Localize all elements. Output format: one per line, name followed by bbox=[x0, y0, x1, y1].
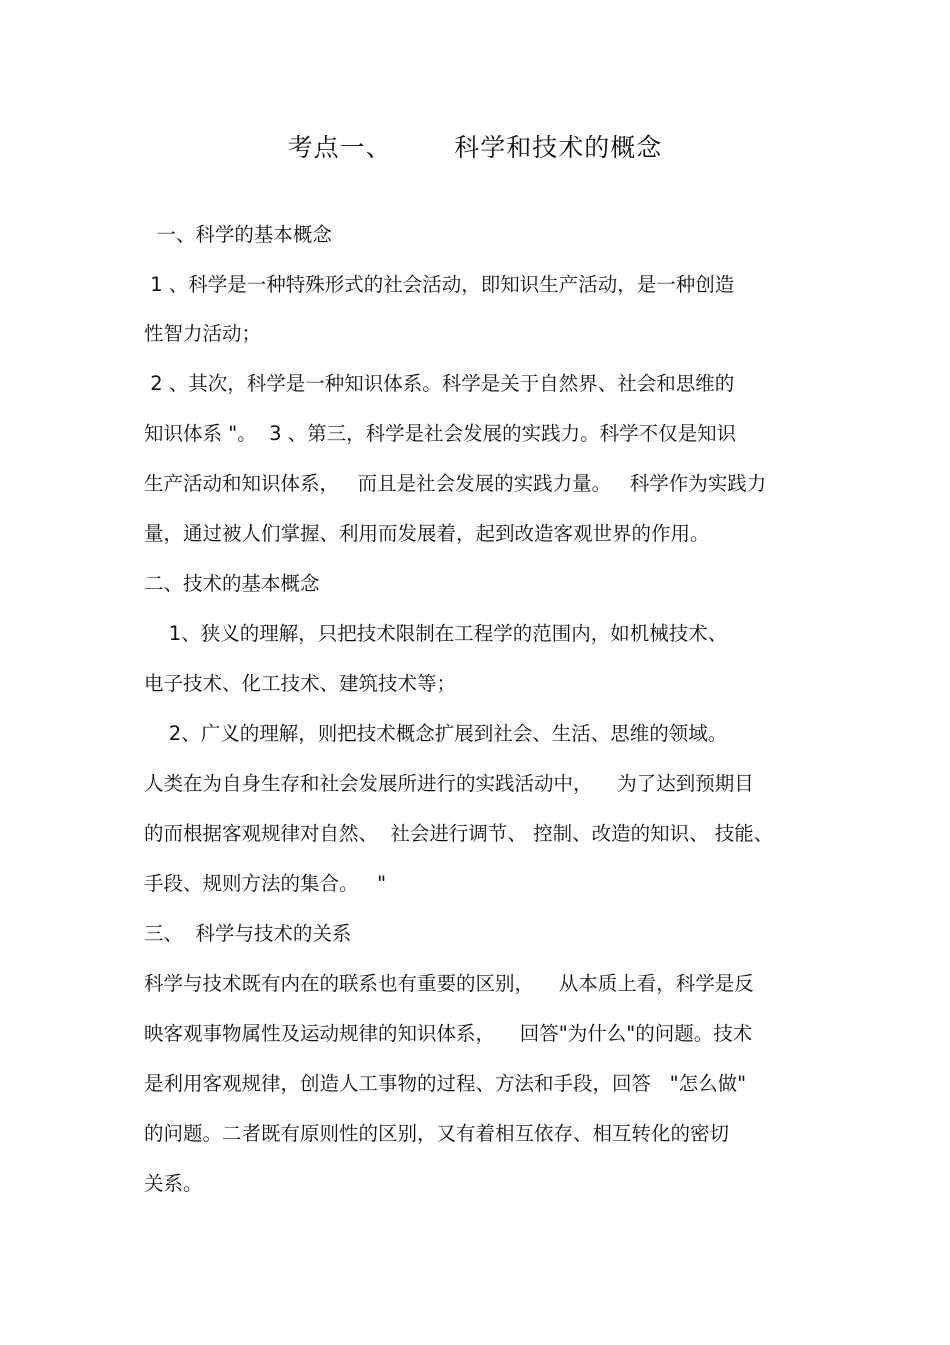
paragraph-line: 科学与技术既有内在的联系也有重要的区别， 从本质上看，科学是反 bbox=[144, 972, 754, 995]
section-heading-technology: 二、技术的基本概念 bbox=[144, 572, 320, 595]
paragraph-line: 的而根据客观规律对自然、 社会进行调节、 控制、改造的知识、 技能、 bbox=[144, 822, 774, 845]
paragraph-line: 2、广义的理解，则把技术概念扩展到社会、生活、思维的领域。 bbox=[144, 722, 728, 745]
paragraph-line: 量，通过被人们掌握、利用而发展着，起到改造客观世界的作用。 bbox=[144, 522, 710, 545]
paragraph-line: 电子技术、化工技术、建筑技术等； bbox=[144, 672, 457, 695]
paragraph-line: 性智力活动； bbox=[144, 322, 262, 345]
paragraph-line: 是利用客观规律，创造人工事物的过程、方法和手段，回答 "怎么做" bbox=[144, 1072, 747, 1095]
paragraph-line: 1 、科学是一种特殊形式的社会活动，即知识生产活动，是一种创造 bbox=[144, 273, 735, 296]
paragraph-line: 生产活动和知识体系， 而且是社会发展的实践力量。 科学作为实践力 bbox=[144, 472, 767, 495]
paragraph-line: 映客观事物属性及运动规律的知识体系， 回答"为什么"的问题。技术 bbox=[144, 1022, 753, 1045]
paragraph-line: 人类在为自身生存和社会发展所进行的实践活动中， 为了达到预期目 bbox=[144, 772, 754, 795]
section-heading-relationship: 三、 科学与技术的关系 bbox=[144, 922, 352, 945]
section-heading-science: 一、科学的基本概念 bbox=[144, 223, 332, 246]
paragraph-line: 2 、其次，科学是一种知识体系。科学是关于自然界、社会和思维的 bbox=[144, 372, 735, 395]
paragraph-line: 手段、规则方法的集合。 " bbox=[144, 872, 387, 895]
paragraph-line: 知识体系 "。 3 、第三，科学是社会发展的实践力。科学不仅是知识 bbox=[144, 422, 737, 445]
paragraph-line: 关系。 bbox=[144, 1172, 203, 1195]
paragraph-line: 1、狭义的理解，只把技术限制在工程学的范围内，如机械技术、 bbox=[144, 622, 728, 645]
paragraph-line: 的问题。二者既有原则性的区别，又有着相互依存、相互转化的密切 bbox=[144, 1122, 730, 1145]
page-title: 考点一、 科学和技术的概念 bbox=[287, 133, 663, 162]
